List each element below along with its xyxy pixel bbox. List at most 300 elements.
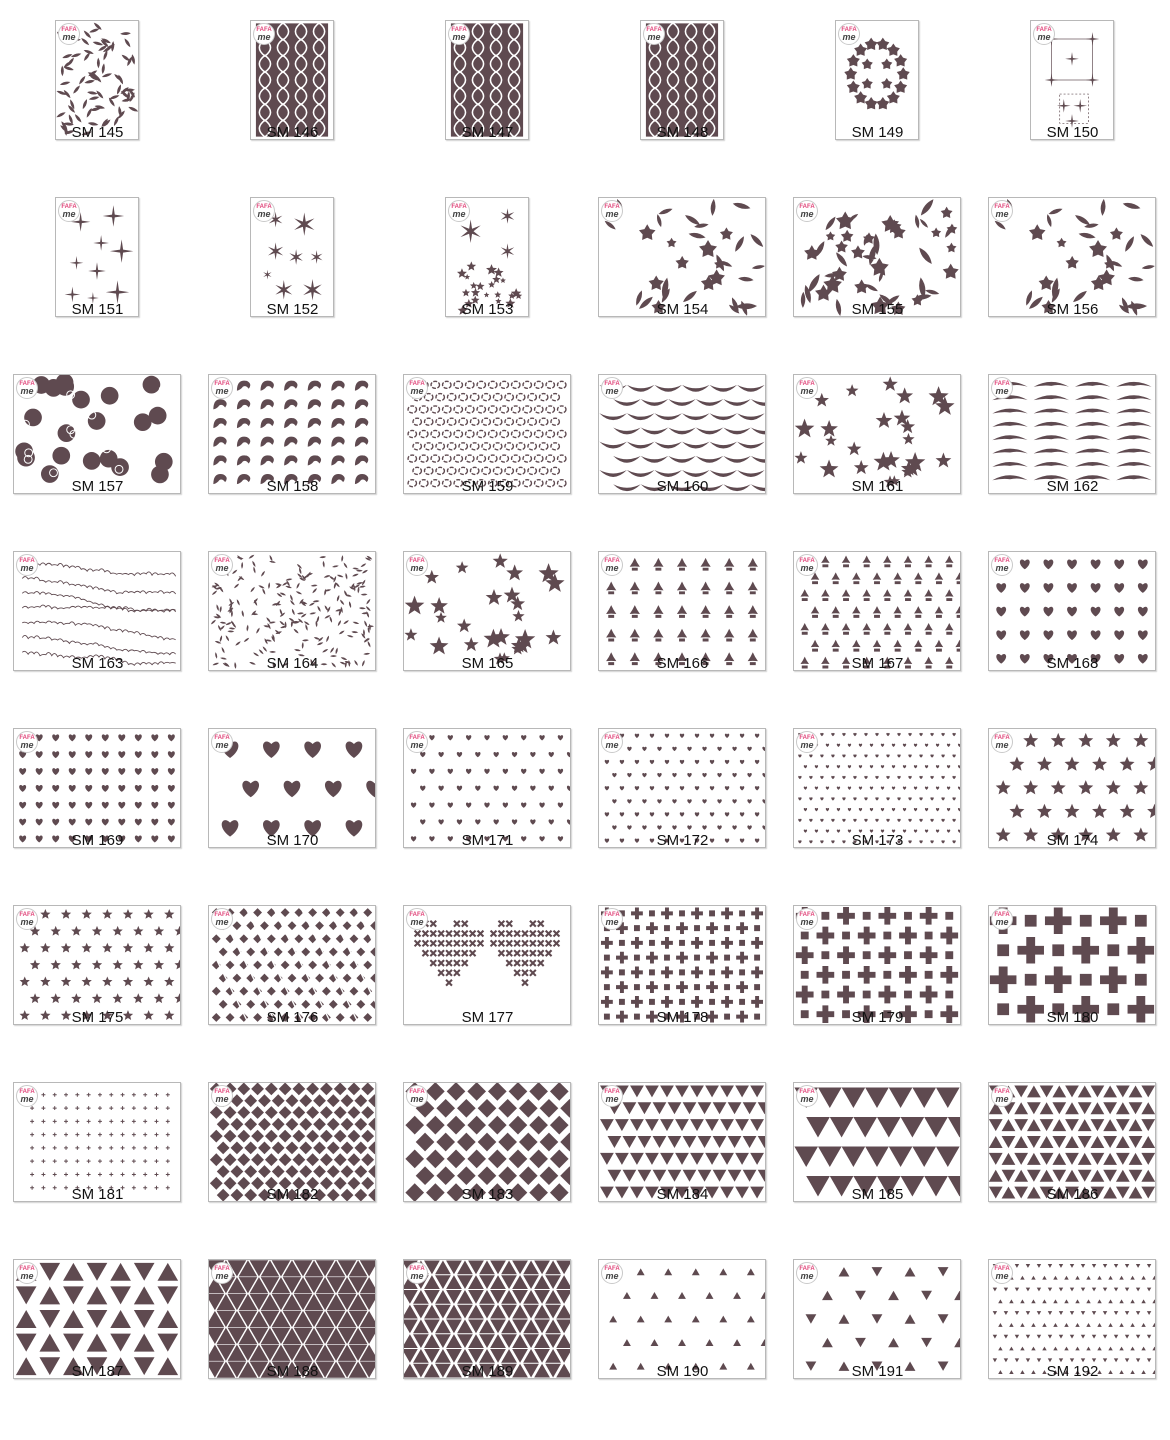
stencil-item[interactable] bbox=[390, 531, 585, 708]
stencil-thumbnail[interactable] bbox=[250, 197, 334, 317]
brand-logo-line2: me bbox=[995, 740, 1009, 750]
stencil-pattern-diamonds-lg bbox=[404, 1083, 570, 1201]
brand-logo-line1: FAFA bbox=[19, 381, 35, 387]
brand-logo bbox=[601, 377, 623, 399]
brand-logo-line1: FAFA bbox=[409, 1266, 425, 1272]
stencil-item[interactable] bbox=[390, 354, 585, 531]
stencil-item[interactable] bbox=[0, 177, 195, 354]
brand-logo-line2: me bbox=[452, 209, 466, 219]
brand-logo-line2: me bbox=[995, 386, 1009, 396]
brand-logo-line2: me bbox=[995, 209, 1009, 219]
brand-logo-line2: me bbox=[410, 1271, 424, 1281]
stencil-thumbnail[interactable] bbox=[988, 1259, 1156, 1379]
brand-logo bbox=[58, 200, 80, 222]
brand-logo-line2: me bbox=[800, 917, 814, 927]
brand-logo-line2: me bbox=[800, 563, 814, 573]
brand-logo-line1: FAFA bbox=[604, 1089, 620, 1095]
stencil-item[interactable] bbox=[0, 885, 195, 1062]
brand-logo bbox=[643, 23, 665, 45]
brand-logo-line2: me bbox=[215, 563, 229, 573]
brand-logo-line2: me bbox=[215, 740, 229, 750]
brand-logo bbox=[406, 908, 428, 930]
stencil-item[interactable] bbox=[585, 354, 780, 531]
stencil-pattern-floral-bouquet bbox=[599, 198, 765, 316]
stencil-thumbnail[interactable] bbox=[208, 1082, 376, 1202]
brand-logo bbox=[601, 200, 623, 222]
stencil-code-label: SM 188 bbox=[266, 1363, 319, 1380]
stencil-code-label: SM 165 bbox=[461, 655, 514, 672]
stencil-item[interactable] bbox=[195, 1239, 390, 1416]
stencil-pattern-triangles-down-lg bbox=[794, 1083, 960, 1201]
stencil-item[interactable] bbox=[0, 1062, 195, 1239]
stencil-pattern-roses bbox=[14, 375, 180, 493]
stencil-item[interactable] bbox=[975, 1239, 1170, 1416]
brand-logo bbox=[991, 731, 1013, 753]
stencil-item[interactable] bbox=[975, 177, 1170, 354]
brand-logo bbox=[16, 554, 38, 576]
brand-logo-line2: me bbox=[800, 386, 814, 396]
stencil-code-label: SM 187 bbox=[71, 1363, 124, 1380]
stencil-item[interactable] bbox=[975, 708, 1170, 885]
brand-logo-line1: FAFA bbox=[409, 558, 425, 564]
stencil-code-label: SM 181 bbox=[71, 1186, 124, 1203]
stencil-pattern-plus-lg bbox=[989, 906, 1155, 1024]
stencil-thumbnail[interactable] bbox=[208, 374, 376, 494]
brand-logo-line1: FAFA bbox=[214, 1089, 230, 1095]
stencil-code-label: SM 146 bbox=[266, 124, 319, 141]
brand-logo bbox=[601, 1085, 623, 1107]
stencil-code-label: SM 162 bbox=[1046, 478, 1099, 495]
stencil-pattern-waves bbox=[989, 375, 1155, 493]
stencil-thumbnail[interactable] bbox=[598, 1259, 766, 1379]
stencil-thumbnail[interactable] bbox=[250, 20, 334, 140]
stencil-item[interactable] bbox=[975, 354, 1170, 531]
stencil-code-label: SM 150 bbox=[1046, 124, 1099, 141]
brand-logo-line2: me bbox=[995, 563, 1009, 573]
brand-logo bbox=[211, 1262, 233, 1284]
stencil-pattern-hearts-xs bbox=[599, 729, 765, 847]
brand-logo bbox=[601, 1262, 623, 1284]
stencil-pattern-floral-dense bbox=[794, 198, 960, 316]
stencil-thumbnail[interactable] bbox=[988, 905, 1156, 1025]
stencil-code-label: SM 160 bbox=[656, 478, 709, 495]
stencil-item[interactable] bbox=[195, 354, 390, 531]
stencil-item[interactable] bbox=[390, 1239, 585, 1416]
brand-logo bbox=[796, 731, 818, 753]
brand-logo-line1: FAFA bbox=[61, 204, 77, 210]
brand-logo bbox=[406, 1262, 428, 1284]
brand-logo-line1: FAFA bbox=[994, 1266, 1010, 1272]
stencil-code-label: SM 163 bbox=[71, 655, 124, 672]
stencil-code-label: SM 145 bbox=[71, 124, 124, 141]
brand-logo bbox=[16, 1085, 38, 1107]
stencil-thumbnail[interactable] bbox=[793, 1082, 961, 1202]
brand-logo-line2: me bbox=[62, 209, 76, 219]
stencil-thumbnail[interactable] bbox=[988, 1082, 1156, 1202]
stencil-item[interactable] bbox=[585, 1062, 780, 1239]
brand-logo bbox=[406, 731, 428, 753]
stencil-item[interactable] bbox=[585, 885, 780, 1062]
brand-logo-line2: me bbox=[842, 32, 856, 42]
stencil-code-label: SM 147 bbox=[461, 124, 514, 141]
stencil-code-label: SM 190 bbox=[656, 1363, 709, 1380]
brand-logo-line1: FAFA bbox=[214, 1266, 230, 1272]
brand-logo-line1: FAFA bbox=[451, 27, 467, 33]
stencil-code-label: SM 182 bbox=[266, 1186, 319, 1203]
stencil-code-label: SM 183 bbox=[461, 1186, 514, 1203]
brand-logo-line1: FAFA bbox=[214, 558, 230, 564]
stencil-item[interactable] bbox=[195, 177, 390, 354]
brand-logo-line2: me bbox=[800, 209, 814, 219]
brand-logo-line1: FAFA bbox=[19, 1089, 35, 1095]
stencil-item[interactable] bbox=[975, 1062, 1170, 1239]
stencil-item[interactable] bbox=[0, 708, 195, 885]
stencil-code-label: SM 174 bbox=[1046, 832, 1099, 849]
stencil-code-label: SM 149 bbox=[851, 124, 904, 141]
brand-logo-line2: me bbox=[605, 563, 619, 573]
stencil-code-label: SM 156 bbox=[1046, 301, 1099, 318]
brand-logo-line1: FAFA bbox=[799, 735, 815, 741]
brand-logo bbox=[406, 554, 428, 576]
stencil-thumbnail[interactable] bbox=[55, 197, 139, 317]
brand-logo-line1: FAFA bbox=[994, 204, 1010, 210]
brand-logo bbox=[406, 377, 428, 399]
stencil-thumbnail[interactable] bbox=[13, 905, 181, 1025]
brand-logo-line1: FAFA bbox=[994, 912, 1010, 918]
stencil-item[interactable] bbox=[0, 1239, 195, 1416]
stencil-thumbnail[interactable] bbox=[403, 905, 571, 1025]
stencil-code-label: SM 175 bbox=[71, 1009, 124, 1026]
brand-logo-line1: FAFA bbox=[646, 27, 662, 33]
brand-logo-line2: me bbox=[605, 386, 619, 396]
stencil-thumbnail[interactable] bbox=[403, 374, 571, 494]
stencil-pattern-floral-bouquet bbox=[989, 198, 1155, 316]
stencil-item[interactable] bbox=[0, 0, 195, 177]
brand-logo-line1: FAFA bbox=[451, 204, 467, 210]
brand-logo-line1: FAFA bbox=[604, 381, 620, 387]
brand-logo-line2: me bbox=[20, 1094, 34, 1104]
brand-logo bbox=[991, 377, 1013, 399]
stencil-thumbnail[interactable] bbox=[598, 551, 766, 671]
stencil-pattern-hearts-md bbox=[14, 729, 180, 847]
stencil-pattern-triangles-sparse-md bbox=[794, 1260, 960, 1378]
brand-logo-line2: me bbox=[257, 32, 271, 42]
stencil-item[interactable] bbox=[0, 531, 195, 708]
stencil-code-label: SM 186 bbox=[1046, 1186, 1099, 1203]
stencil-code-label: SM 153 bbox=[461, 301, 514, 318]
stencil-thumbnail[interactable] bbox=[640, 20, 724, 140]
stencil-pattern-hearts-lg bbox=[989, 552, 1155, 670]
stencil-code-label: SM 159 bbox=[461, 478, 514, 495]
brand-logo-line2: me bbox=[215, 1094, 229, 1104]
stencil-pattern-triangles-tess bbox=[209, 1260, 375, 1378]
stencil-thumbnail[interactable] bbox=[208, 905, 376, 1025]
stencil-pattern-leopard bbox=[404, 375, 570, 493]
stencil-thumbnail[interactable] bbox=[598, 197, 766, 317]
stencil-item[interactable] bbox=[585, 177, 780, 354]
brand-logo bbox=[601, 731, 623, 753]
stencil-pattern-triangles-sparse bbox=[599, 1260, 765, 1378]
stencil-pattern-hearts-xxs bbox=[794, 729, 960, 847]
stencil-code-label: SM 161 bbox=[851, 478, 904, 495]
brand-logo-line1: FAFA bbox=[256, 204, 272, 210]
brand-logo-line1: FAFA bbox=[19, 558, 35, 564]
stencil-item[interactable] bbox=[585, 531, 780, 708]
brand-logo-line1: FAFA bbox=[799, 1266, 815, 1272]
brand-logo bbox=[796, 1262, 818, 1284]
brand-logo-line2: me bbox=[215, 386, 229, 396]
stencil-code-label: SM 148 bbox=[656, 124, 709, 141]
brand-logo-line2: me bbox=[995, 1094, 1009, 1104]
brand-logo-line2: me bbox=[800, 1094, 814, 1104]
stencil-thumbnail[interactable] bbox=[835, 20, 919, 140]
stencil-item[interactable] bbox=[585, 708, 780, 885]
stencil-code-label: SM 192 bbox=[1046, 1363, 1099, 1380]
stencil-code-label: SM 166 bbox=[656, 655, 709, 672]
brand-logo-line2: me bbox=[257, 209, 271, 219]
stencil-item[interactable] bbox=[780, 354, 975, 531]
brand-logo-line2: me bbox=[605, 740, 619, 750]
brand-logo-line2: me bbox=[20, 563, 34, 573]
brand-logo-line1: FAFA bbox=[19, 1266, 35, 1272]
stencil-code-label: SM 154 bbox=[656, 301, 709, 318]
stencil-code-label: SM 169 bbox=[71, 832, 124, 849]
brand-logo-line1: FAFA bbox=[214, 912, 230, 918]
brand-logo-line2: me bbox=[995, 917, 1009, 927]
stencil-code-label: SM 151 bbox=[71, 301, 124, 318]
stencil-item[interactable] bbox=[780, 885, 975, 1062]
stencil-item[interactable] bbox=[780, 1062, 975, 1239]
brand-logo-line1: FAFA bbox=[409, 912, 425, 918]
stencil-item[interactable] bbox=[780, 177, 975, 354]
brand-logo bbox=[16, 377, 38, 399]
brand-logo bbox=[796, 1085, 818, 1107]
stencil-pattern-swirls bbox=[209, 375, 375, 493]
stencil-item[interactable] bbox=[195, 531, 390, 708]
stencil-pattern-script bbox=[14, 552, 180, 670]
brand-logo bbox=[991, 200, 1013, 222]
stencil-code-label: SM 185 bbox=[851, 1186, 904, 1203]
stencil-thumbnail[interactable] bbox=[403, 1082, 571, 1202]
stencil-pattern-diamond-lattice bbox=[209, 906, 375, 1024]
stencil-code-label: SM 191 bbox=[851, 1363, 904, 1380]
stencil-thumbnail[interactable] bbox=[445, 197, 529, 317]
stencil-item[interactable] bbox=[390, 708, 585, 885]
stencil-thumbnail[interactable] bbox=[13, 551, 181, 671]
brand-logo bbox=[448, 23, 470, 45]
brand-logo bbox=[796, 554, 818, 576]
brand-logo bbox=[796, 200, 818, 222]
stencil-code-label: SM 179 bbox=[851, 1009, 904, 1026]
brand-logo bbox=[16, 908, 38, 930]
brand-logo-line1: FAFA bbox=[214, 735, 230, 741]
brand-logo bbox=[211, 1085, 233, 1107]
stencil-item[interactable] bbox=[780, 531, 975, 708]
brand-logo-line1: FAFA bbox=[1036, 27, 1052, 33]
stencil-item[interactable] bbox=[390, 0, 585, 177]
stencil-code-label: SM 152 bbox=[266, 301, 319, 318]
brand-logo-line2: me bbox=[995, 1271, 1009, 1281]
stencil-pattern-plus-tiny bbox=[14, 1083, 180, 1201]
stencil-thumbnail[interactable] bbox=[13, 374, 181, 494]
stencil-code-label: SM 173 bbox=[851, 832, 904, 849]
stencil-thumbnail[interactable] bbox=[793, 197, 961, 317]
stencil-thumbnail[interactable] bbox=[1030, 20, 1114, 140]
stencil-code-label: SM 177 bbox=[461, 1009, 514, 1026]
stencil-pattern-stars-lg bbox=[989, 729, 1155, 847]
stencil-pattern-diamonds-md bbox=[209, 1083, 375, 1201]
stencil-item[interactable] bbox=[195, 708, 390, 885]
stencil-item[interactable] bbox=[975, 0, 1170, 177]
stencil-thumbnail[interactable] bbox=[793, 905, 961, 1025]
stencil-thumbnail[interactable] bbox=[445, 20, 529, 140]
brand-logo-line2: me bbox=[20, 386, 34, 396]
brand-logo-line1: FAFA bbox=[799, 381, 815, 387]
stencil-item[interactable] bbox=[780, 0, 975, 177]
brand-logo bbox=[211, 554, 233, 576]
stencil-thumbnail[interactable] bbox=[403, 551, 571, 671]
stencil-code-label: SM 189 bbox=[461, 1363, 514, 1380]
stencil-item[interactable] bbox=[195, 1062, 390, 1239]
brand-logo-line1: FAFA bbox=[409, 735, 425, 741]
brand-logo-line1: FAFA bbox=[799, 204, 815, 210]
brand-logo bbox=[58, 23, 80, 45]
stencil-thumbnail[interactable] bbox=[988, 374, 1156, 494]
stencil-thumbnail[interactable] bbox=[598, 905, 766, 1025]
stencil-thumbnail[interactable] bbox=[988, 197, 1156, 317]
brand-logo-line2: me bbox=[647, 32, 661, 42]
brand-logo-line1: FAFA bbox=[409, 381, 425, 387]
stencil-code-label: SM 155 bbox=[851, 301, 904, 318]
stencil-thumbnail[interactable] bbox=[598, 374, 766, 494]
stencil-thumbnail[interactable] bbox=[793, 551, 961, 671]
brand-logo-line1: FAFA bbox=[841, 27, 857, 33]
stencil-item[interactable] bbox=[195, 885, 390, 1062]
brand-logo-line2: me bbox=[410, 563, 424, 573]
stencil-item[interactable] bbox=[975, 885, 1170, 1062]
stencil-item[interactable] bbox=[780, 1239, 975, 1416]
brand-logo bbox=[16, 731, 38, 753]
stencil-item[interactable] bbox=[390, 885, 585, 1062]
brand-logo-line1: FAFA bbox=[994, 735, 1010, 741]
stencil-pattern-triangles-alt-sm bbox=[989, 1083, 1155, 1201]
stencil-pattern-plus-sm bbox=[599, 906, 765, 1024]
brand-logo-line1: FAFA bbox=[799, 1089, 815, 1095]
brand-logo-line1: FAFA bbox=[604, 735, 620, 741]
brand-logo-line2: me bbox=[605, 1271, 619, 1281]
stencil-pattern-hearts-sm bbox=[404, 729, 570, 847]
brand-logo bbox=[838, 23, 860, 45]
brand-logo bbox=[16, 1262, 38, 1284]
stencil-thumbnail[interactable] bbox=[403, 728, 571, 848]
stencil-thumbnail[interactable] bbox=[403, 1259, 571, 1379]
brand-logo-line1: FAFA bbox=[604, 912, 620, 918]
stencil-pattern-cross-stitch-hearts bbox=[404, 906, 570, 1024]
brand-logo-line1: FAFA bbox=[604, 204, 620, 210]
brand-logo bbox=[991, 1262, 1013, 1284]
stencil-thumbnail[interactable] bbox=[208, 728, 376, 848]
stencil-thumbnail[interactable] bbox=[13, 1082, 181, 1202]
stencil-code-label: SM 167 bbox=[851, 655, 904, 672]
stencil-thumbnail[interactable] bbox=[598, 728, 766, 848]
stencil-thumbnail[interactable] bbox=[598, 1082, 766, 1202]
stencil-pattern-triangles-alt-lg bbox=[14, 1260, 180, 1378]
stencil-item[interactable] bbox=[585, 0, 780, 177]
stencil-code-label: SM 184 bbox=[656, 1186, 709, 1203]
brand-logo-line2: me bbox=[20, 917, 34, 927]
brand-logo-line1: FAFA bbox=[994, 381, 1010, 387]
brand-logo-line1: FAFA bbox=[799, 912, 815, 918]
stencil-thumbnail[interactable] bbox=[208, 1259, 376, 1379]
stencil-item[interactable] bbox=[0, 354, 195, 531]
brand-logo-line1: FAFA bbox=[19, 912, 35, 918]
stencil-item[interactable] bbox=[585, 1239, 780, 1416]
stencil-item[interactable] bbox=[390, 177, 585, 354]
stencil-pattern-fleur bbox=[599, 552, 765, 670]
stencil-thumbnail[interactable] bbox=[988, 728, 1156, 848]
brand-logo bbox=[253, 23, 275, 45]
brand-logo bbox=[796, 377, 818, 399]
brand-logo-line2: me bbox=[215, 917, 229, 927]
stencil-item[interactable] bbox=[195, 0, 390, 177]
brand-logo-line1: FAFA bbox=[994, 1089, 1010, 1095]
stencil-item[interactable] bbox=[780, 708, 975, 885]
brand-logo bbox=[211, 731, 233, 753]
brand-logo-line2: me bbox=[410, 386, 424, 396]
stencil-pattern-leaves-dense bbox=[209, 552, 375, 670]
stencil-pattern-plus-md bbox=[794, 906, 960, 1024]
brand-logo-line2: me bbox=[410, 1094, 424, 1104]
stencil-code-label: SM 176 bbox=[266, 1009, 319, 1026]
stencil-pattern-poinsettia bbox=[794, 375, 960, 493]
brand-logo-line2: me bbox=[20, 1271, 34, 1281]
stencil-thumbnail[interactable] bbox=[793, 374, 961, 494]
stencil-thumbnail[interactable] bbox=[208, 551, 376, 671]
brand-logo-line1: FAFA bbox=[256, 27, 272, 33]
stencil-code-label: SM 170 bbox=[266, 832, 319, 849]
brand-logo-line1: FAFA bbox=[214, 381, 230, 387]
stencil-thumbnail[interactable] bbox=[793, 1259, 961, 1379]
stencil-thumbnail[interactable] bbox=[793, 728, 961, 848]
stencil-thumbnail[interactable] bbox=[13, 728, 181, 848]
brand-logo bbox=[448, 200, 470, 222]
brand-logo-line1: FAFA bbox=[799, 558, 815, 564]
stencil-code-label: SM 164 bbox=[266, 655, 319, 672]
brand-logo-line2: me bbox=[452, 32, 466, 42]
stencil-pattern-hearts-xl bbox=[209, 729, 375, 847]
stencil-code-label: SM 168 bbox=[1046, 655, 1099, 672]
brand-logo bbox=[211, 377, 233, 399]
brand-logo-line2: me bbox=[605, 1094, 619, 1104]
stencil-pattern-poinsettia bbox=[404, 552, 570, 670]
stencil-thumbnail[interactable] bbox=[55, 20, 139, 140]
brand-logo-line1: FAFA bbox=[604, 1266, 620, 1272]
stencil-item[interactable] bbox=[390, 1062, 585, 1239]
stencil-thumbnail[interactable] bbox=[13, 1259, 181, 1379]
stencil-pattern-triangles-tess-sm bbox=[404, 1260, 570, 1378]
brand-logo-line2: me bbox=[20, 740, 34, 750]
stencil-thumbnail[interactable] bbox=[988, 551, 1156, 671]
brand-logo bbox=[601, 908, 623, 930]
brand-logo-line2: me bbox=[410, 740, 424, 750]
stencil-code-label: SM 178 bbox=[656, 1009, 709, 1026]
brand-logo bbox=[991, 908, 1013, 930]
brand-logo-line2: me bbox=[605, 209, 619, 219]
stencil-item[interactable] bbox=[975, 531, 1170, 708]
brand-logo bbox=[253, 200, 275, 222]
stencil-pattern-triangles-tiny bbox=[989, 1260, 1155, 1378]
brand-logo bbox=[991, 554, 1013, 576]
